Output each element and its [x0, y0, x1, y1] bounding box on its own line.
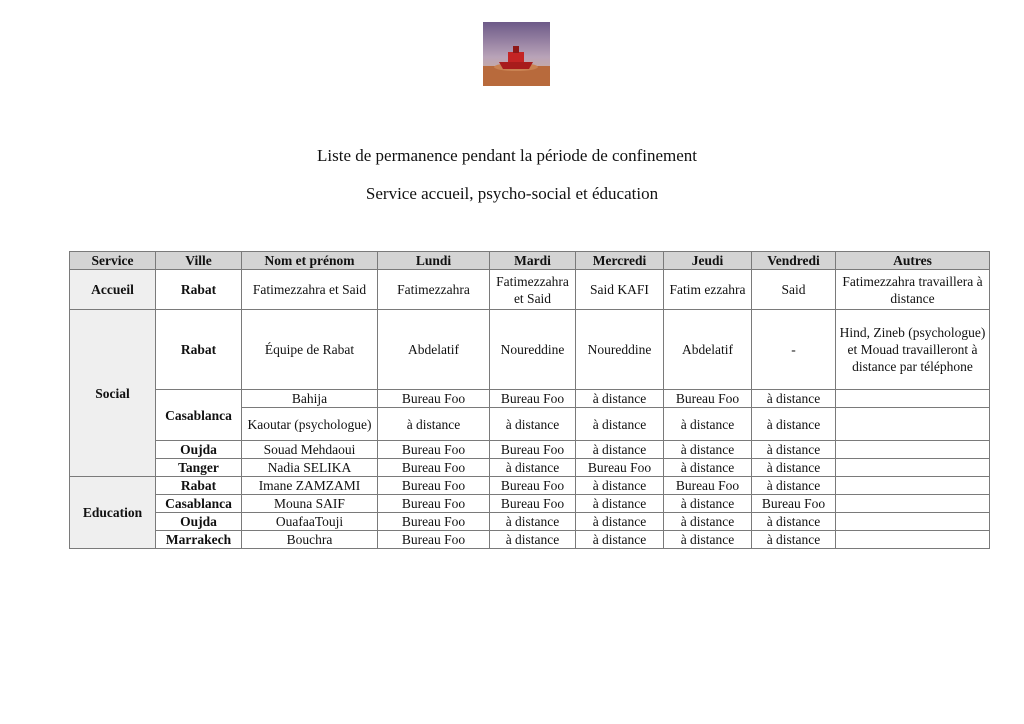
- day-cell: à distance: [576, 408, 664, 441]
- page-title: Liste de permanence pendant la période de confinement: [317, 146, 697, 165]
- day-cell: à distance: [576, 513, 664, 531]
- day-cell: Said KAFI: [576, 270, 664, 310]
- day-cell: à distance: [490, 459, 576, 477]
- table-row: [70, 531, 990, 549]
- other-cell: Hind, Zineb (psychologue) et Mouad travailleront à distance par téléphone: [836, 310, 990, 390]
- day-cell: Bureau Foo: [490, 390, 576, 408]
- header-wednesday: Mercredi: [576, 252, 664, 270]
- day-cell: Bureau Foo: [378, 495, 490, 513]
- header-tuesday: Mardi: [490, 252, 576, 270]
- day-cell: à distance: [752, 531, 836, 549]
- name-cell: Bahija: [242, 390, 378, 408]
- day-cell: Bureau Foo: [664, 390, 752, 408]
- table-row: [70, 390, 990, 408]
- city-cell: Marrakech: [156, 531, 242, 549]
- day-cell: à distance: [576, 477, 664, 495]
- name-cell: Nadia SELIKA: [242, 459, 378, 477]
- day-cell: à distance: [576, 390, 664, 408]
- day-cell: à distance: [490, 408, 576, 441]
- day-cell: Noureddine: [490, 310, 576, 390]
- name-cell: OuafaaTouji: [242, 513, 378, 531]
- other-cell: [836, 441, 990, 459]
- city-cell: Tanger: [156, 459, 242, 477]
- other-cell: Fatimezzahra travaillera à distance: [836, 270, 990, 310]
- day-cell: Bureau Foo: [490, 441, 576, 459]
- city-cell: Rabat: [156, 310, 242, 390]
- day-cell: Bureau Foo: [378, 441, 490, 459]
- day-cell: à distance: [490, 531, 576, 549]
- day-cell: à distance: [752, 390, 836, 408]
- day-cell: à distance: [664, 531, 752, 549]
- city-cell: Casablanca: [156, 495, 242, 513]
- day-cell: Bureau Foo: [378, 390, 490, 408]
- service-cell: Accueil: [70, 270, 156, 310]
- day-cell: Said: [752, 270, 836, 310]
- city-cell: Rabat: [156, 477, 242, 495]
- header-friday: Vendredi: [752, 252, 836, 270]
- table-row: [70, 477, 990, 495]
- day-cell: Bureau Foo: [490, 495, 576, 513]
- table-row: [70, 495, 990, 513]
- other-cell: [836, 531, 990, 549]
- day-cell: Bureau Foo: [490, 477, 576, 495]
- header-other: Autres: [836, 252, 990, 270]
- day-cell: à distance: [576, 531, 664, 549]
- city-cell: Oujda: [156, 441, 242, 459]
- day-cell: Bureau Foo: [378, 477, 490, 495]
- day-cell: Bureau Foo: [664, 477, 752, 495]
- day-cell: à distance: [752, 459, 836, 477]
- service-cell: Education: [70, 477, 156, 549]
- day-cell: Fatimezzahra et Said: [490, 270, 576, 310]
- other-cell: [836, 513, 990, 531]
- city-cell: Casablanca: [156, 390, 242, 441]
- name-cell: Fatimezzahra et Said: [242, 270, 378, 310]
- schedule-table: [69, 251, 990, 549]
- day-cell: Abdelatif: [664, 310, 752, 390]
- day-cell: à distance: [576, 495, 664, 513]
- name-cell: Mouna SAIF: [242, 495, 378, 513]
- day-cell: à distance: [664, 459, 752, 477]
- day-cell: Noureddine: [576, 310, 664, 390]
- city-cell: Oujda: [156, 513, 242, 531]
- day-cell: Bureau Foo: [378, 459, 490, 477]
- table-row: [70, 310, 990, 390]
- name-cell: Bouchra: [242, 531, 378, 549]
- day-cell: Bureau Foo: [378, 531, 490, 549]
- table-row: [70, 459, 990, 477]
- other-cell: [836, 495, 990, 513]
- name-cell: Équipe de Rabat: [242, 310, 378, 390]
- day-cell: à distance: [378, 408, 490, 441]
- painting-boat-icon: [483, 22, 550, 86]
- other-cell: [836, 390, 990, 408]
- service-cell: Social: [70, 310, 156, 477]
- table-row: [70, 513, 990, 531]
- day-cell: à distance: [490, 513, 576, 531]
- name-cell: Imane ZAMZAMI: [242, 477, 378, 495]
- header-city: Ville: [156, 252, 242, 270]
- table-row: [70, 441, 990, 459]
- other-cell: [836, 408, 990, 441]
- day-cell: Fatim ezzahra: [664, 270, 752, 310]
- header-monday: Lundi: [378, 252, 490, 270]
- day-cell: à distance: [664, 441, 752, 459]
- table-row: [70, 270, 990, 310]
- other-cell: [836, 459, 990, 477]
- day-cell: à distance: [664, 513, 752, 531]
- name-cell: Kaoutar (psychologue): [242, 408, 378, 441]
- page-subtitle: Service accueil, psycho-social et éducation: [365, 184, 659, 203]
- header-thursday: Jeudi: [664, 252, 752, 270]
- city-cell: Rabat: [156, 270, 242, 310]
- day-cell: Bureau Foo: [752, 495, 836, 513]
- day-cell: à distance: [752, 441, 836, 459]
- day-cell: à distance: [752, 477, 836, 495]
- day-cell: Abdelatif: [378, 310, 490, 390]
- day-cell: à distance: [752, 513, 836, 531]
- header-service: Service: [70, 252, 156, 270]
- header-name: Nom et prénom: [242, 252, 378, 270]
- day-cell: -: [752, 310, 836, 390]
- day-cell: à distance: [576, 441, 664, 459]
- day-cell: à distance: [664, 408, 752, 441]
- name-cell: Souad Mehdaoui: [242, 441, 378, 459]
- other-cell: [836, 477, 990, 495]
- day-cell: Bureau Foo: [378, 513, 490, 531]
- day-cell: Fatimezzahra: [378, 270, 490, 310]
- header-row: [70, 252, 990, 270]
- day-cell: Bureau Foo: [576, 459, 664, 477]
- day-cell: à distance: [664, 495, 752, 513]
- day-cell: à distance: [752, 408, 836, 441]
